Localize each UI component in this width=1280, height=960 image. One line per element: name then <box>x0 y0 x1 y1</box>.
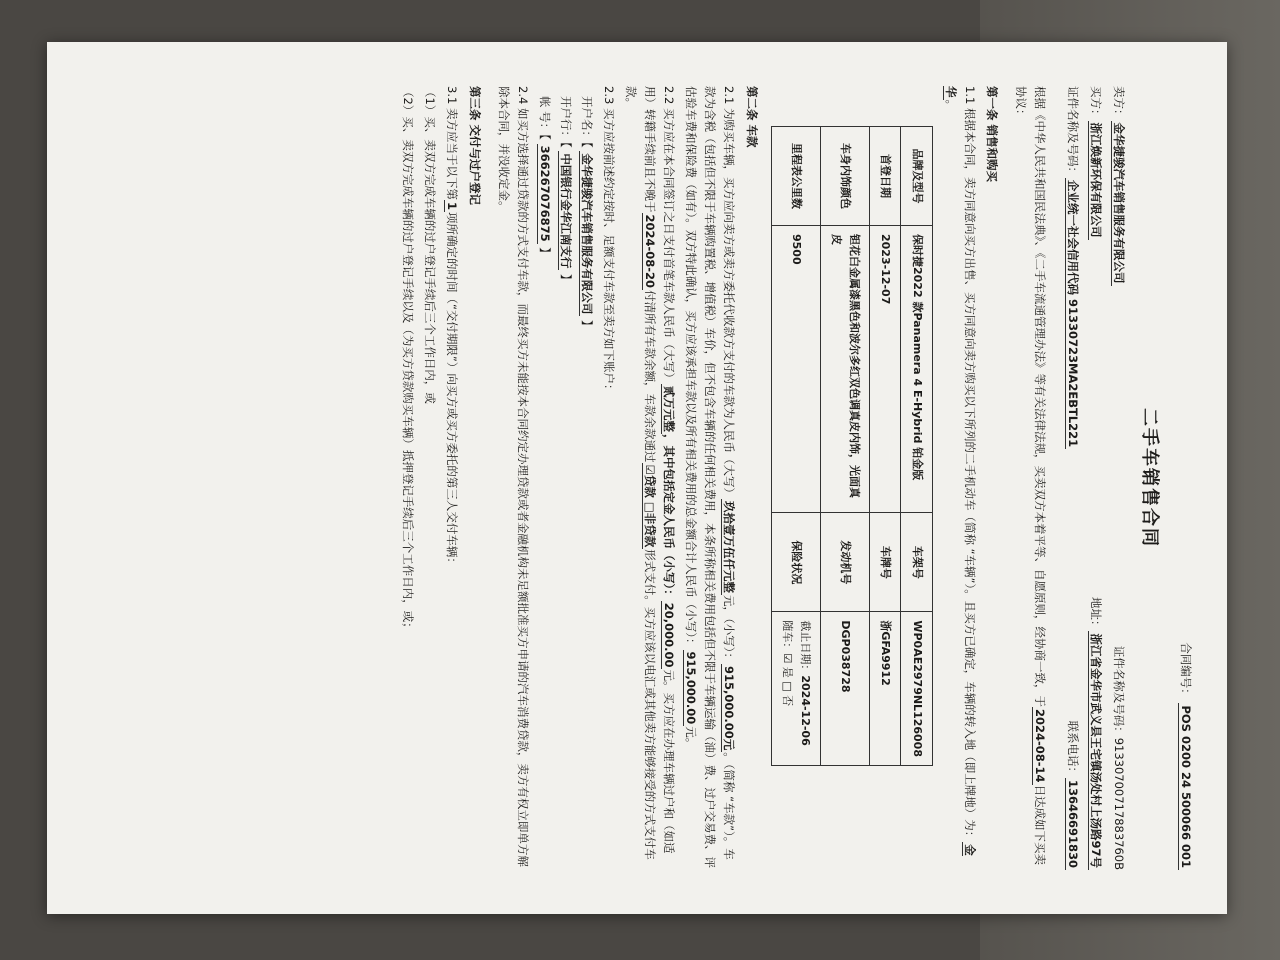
article-1-p1 <box>941 86 979 870</box>
buyer-row <box>1086 86 1105 870</box>
mileage-value: 9500 <box>771 226 820 513</box>
vin-value: WP0AE2979NL126008 <box>901 612 932 766</box>
article-2-p2-e: 形式支付。买方应该以电汇或其他卖方能够接受的方式支付车款。 <box>623 86 657 860</box>
insurance-label: 保险状况 <box>771 513 820 612</box>
seller-name: 金华捷骏汽车销售服务有限公司 <box>1112 122 1127 284</box>
intro-paragraph <box>1012 86 1050 870</box>
engine-value: DGP038728 <box>821 612 870 766</box>
article-1-title: 第一条 销售和购买 <box>985 86 1000 183</box>
plate-value: 浙GFA9912 <box>870 612 901 766</box>
article-1-p1-end: 。 <box>943 99 958 111</box>
intro-text-2: 日达成如下买卖协议： <box>1014 86 1048 866</box>
model-label: 品牌及型号 <box>901 127 932 226</box>
seller-row <box>1109 86 1128 870</box>
article-3-p1-b: 项所确定的时间（“交付期限”）向买方或买方委托的第三人交付车辆： <box>445 211 460 569</box>
article-3-p1-a: 3.1 卖方应当于以下第 <box>445 86 460 200</box>
buyer-name: 浙江焕新环保有限公司 <box>1089 122 1104 238</box>
seller-label: 卖方： <box>1112 86 1127 121</box>
buyer-label: 买方： <box>1089 86 1104 121</box>
article-3-title: 第三条 交付与过户登记 <box>468 86 483 206</box>
intro-text-1: 根据《中华人民共和国民法典》、《二手车流通管理办法》等有关法律法规，买卖双方本着平等、自愿原则，经协商一致，于 <box>1033 86 1048 707</box>
deposit-amount: 20,000.00 <box>661 602 676 668</box>
mileage-label: 里程表公里数 <box>771 127 820 226</box>
article-2-p2-c: 元。买方应在办理车辆过户和（如适用）转籍手续前且不晚于 <box>642 86 676 854</box>
article-2-p3: 2.3 买方应按前述约定按时、足额支付车款至卖方如下账户： <box>601 86 616 396</box>
seller-phone-label: 联系电话： <box>1066 720 1081 778</box>
account-name: 金华捷骏汽车销售服务有限公司 <box>580 153 594 315</box>
color-label: 车身内饰颜色 <box>821 127 870 226</box>
delivery-item: 1 <box>445 201 460 210</box>
seller-addr-label: 地址： <box>1089 596 1104 632</box>
price-total: 915,000.00 <box>683 651 698 725</box>
reg-date-label: 首登日期 <box>870 127 901 226</box>
table-row <box>901 127 932 766</box>
vin-label: 车架号 <box>901 513 932 612</box>
article-2-p2-a: 2.2 买方应在本合同签订之日支付首笔车款人民币（大写） <box>661 86 676 384</box>
article-2-p1-d: 元。 <box>683 726 698 750</box>
seller-addr-value: 浙江省金华市武义县王宅镇汤处村上汤路97号 <box>1089 633 1104 868</box>
payment-method: ☑贷款 □非贷款 <box>642 464 657 548</box>
vehicle-table <box>771 126 933 766</box>
article-3-p1 <box>442 86 461 870</box>
contract-number-line <box>1176 86 1195 870</box>
article-2-p1-b: 元，（小写）： <box>721 594 736 664</box>
insurance-cell <box>771 612 820 766</box>
model-value: 保时捷2022 款Panamera 4 E-Hybrid 铂金版 <box>901 226 932 513</box>
agreement-date: 2024-08-14 <box>1033 709 1048 783</box>
article-2-p2-b: ，其中包括定金人民币（小写）： <box>661 433 676 601</box>
balance-due-date: 2024-08-20 <box>642 214 657 289</box>
table-row <box>821 127 870 766</box>
plate-label: 车牌号 <box>870 513 901 612</box>
first-payment-upper: 贰万元整 <box>661 385 676 432</box>
account-bank: 中国银行金华江南支行 <box>559 153 574 269</box>
seller-cert-value: 91330700717883760B <box>1112 737 1127 870</box>
account-bank-label: 开户行： <box>559 96 574 142</box>
article-1-p1-text: 1.1 根据本合同，卖方同意向买方出售、买方同意向卖方购买以下所列的二手机动车（简称 “车辆”）。且买方已确定，车辆的转入地（即上牌地）为： <box>962 86 977 843</box>
article-2-p1-a: 2.1 为购买车辆，买方应向卖方或卖方委托代收款方支付的车款为人民币（大写） <box>721 86 736 499</box>
seller-cert-label: 证件名称及号码： <box>1112 645 1127 738</box>
bank-account: 开户名：【 金华捷骏汽车销售服务有限公司 】 开户行：【 中国银行金华江南支行 】 帐 号：【 366267076875 】 <box>538 96 594 332</box>
article-2-p4: 2.4 如买方选择通过贷款的方式支付车款，而最终买方未能按本合同约定办理贷款或者金融机构未足额批准买方申请的汽车消费贷款，卖方有权立即单方解除本合同，并没收定金。 <box>497 86 531 867</box>
account-name-label: 开户名： <box>580 96 594 142</box>
seller-phone-value: 13646691830 <box>1066 779 1081 868</box>
color-value: 钽花白金属漆黑色和波尔多红双色调真皮内饰，光面真皮 <box>821 226 870 513</box>
insurance-with-car: 随车：☑ 是 □ 否 <box>780 620 794 707</box>
buyer-cert-value: 企业统一社会信用代码 91330723MA2EBTL221 <box>1066 180 1081 448</box>
engine-label: 发动机号 <box>821 513 870 612</box>
insurance-end-label: 截止日期： <box>799 620 813 676</box>
registration-place: 金华 <box>943 86 977 856</box>
buyer-cert-label: 证件名称及号码： <box>1066 86 1081 178</box>
price-lower: 915,000.00元 <box>721 665 736 751</box>
article-3-item-1: （1）买、卖双方完成车辆的过户登记手续后三个工作日内，或 <box>423 86 438 404</box>
account-number-label: 帐 号： <box>538 96 553 135</box>
reg-date-value: 2023-12-07 <box>870 226 901 513</box>
table-row <box>771 127 820 766</box>
insurance-end-value: 2024-12-06 <box>799 675 813 746</box>
article-2-p1 <box>681 86 738 870</box>
buyer-cert-row <box>1063 86 1082 870</box>
contract-title: 二手车销售合同 <box>1139 408 1161 548</box>
article-2-p2-d: 付清所有车款余额，车款余款通过 <box>642 290 657 463</box>
article-2-p1-c: 。（简称 “车款”）。车款为含税（包括但不限于车辆购置税、增值税）车价，但不包含车辆的任何相关费用，本条所称相关费用包括但不限于车辆运输（油）费、过户交易费、评估验车费和保险费（如有）。双方特此确认，买方应该承担车款以及所有相关费用的总金额合计人民币（小写）： <box>683 86 736 868</box>
article-2-p2 <box>621 86 678 870</box>
article-3-item-2: （2）买、卖双方完成车辆的过户登记手续以及（为买方贷款购买车辆）抵押登记手续后三个工作日内，或； <box>401 86 416 634</box>
table-row <box>870 127 901 766</box>
contract-page <box>47 42 1227 914</box>
article-2-title: 第二条 车款 <box>744 86 759 148</box>
price-upper: 玖拾壹万伍仟元整 <box>721 500 736 593</box>
contract-number-label: 合同编号： <box>1179 642 1193 700</box>
contract-number: POS 0200 24 500066 001 <box>1179 705 1193 868</box>
account-number: 366267076875 <box>538 145 553 242</box>
